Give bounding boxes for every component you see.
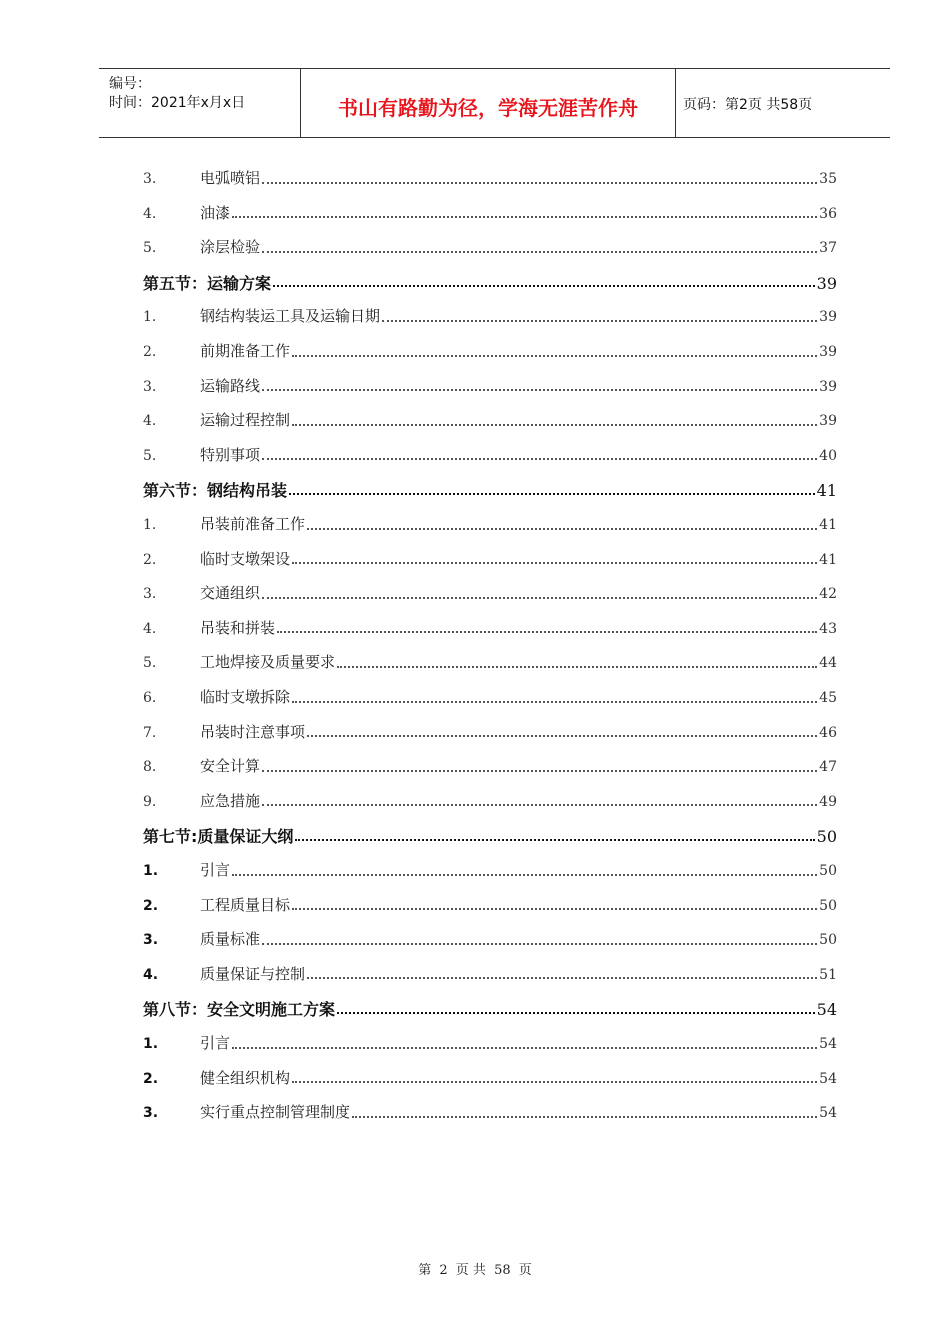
toc-item-title: 前期准备工作 [200,342,291,360]
footer-prefix: 第 [418,1263,432,1278]
toc-item-title: 涂层检验 [200,238,261,257]
toc-item-row[interactable] [143,963,837,987]
toc-item-row[interactable] [143,1101,837,1125]
toc-page-number: 36 [819,205,837,222]
toc-item-number: 2. [143,344,157,360]
header-page-cell [675,69,890,137]
toc-section-row[interactable] [143,478,837,502]
toc-dot-leader [292,423,817,426]
header-motto: 书山有路勤为径，学海无涯苦作舟 [338,96,638,120]
toc-page-number: 50 [819,863,837,879]
toc-page-number: 41 [819,517,837,533]
toc-page-number: 39 [819,413,837,430]
toc-item-number: 2. [143,551,157,568]
toc-item-number: 1. [143,863,159,879]
toc-page-number: 41 [819,551,837,568]
toc-item-title: 工程质量目标 [200,895,291,914]
toc-item-row[interactable] [143,513,837,537]
toc-item-number: 4. [143,966,159,983]
toc-item-row[interactable] [143,928,837,952]
toc-item-number: 8. [143,759,157,776]
footer-current-page: 2 [439,1263,448,1278]
toc-dot-leader [262,457,817,460]
toc-section-title: 第七节:质量保证大纲 [143,827,294,847]
toc-item-number: 5. [143,240,157,257]
footer-total-pages: 58 [494,1263,511,1278]
toc-dot-leader [307,527,817,530]
header-motto-cell [300,69,676,137]
toc-dot-leader [232,873,817,876]
toc-dot-leader [295,838,814,841]
toc-item-title: 临时支墩架设 [200,549,291,568]
toc-item-number: 1. [143,1036,159,1052]
toc-item-row[interactable] [143,617,837,641]
toc-item-title: 运输路线 [200,376,261,395]
page-footer [0,1259,950,1278]
toc-item-row[interactable] [143,202,837,226]
toc-dot-leader [292,700,817,703]
toc-item-number: 3. [143,586,157,603]
toc-item-number: 4. [143,413,157,430]
toc-item-number: 1. [143,517,157,533]
toc-dot-leader [262,596,817,599]
toc-item-row[interactable] [143,894,837,918]
toc-page-number: 54 [819,1036,837,1052]
toc-dot-leader [337,665,817,668]
toc-item-title: 安全计算 [200,757,261,776]
toc-item-number: 4. [143,205,157,222]
page-header [99,68,890,138]
toc-item-number: 3. [143,171,157,187]
toc-page-number: 39 [819,378,837,395]
toc-item-title: 吊装和拼装 [200,618,276,637]
toc-item-number: 7. [143,724,157,741]
toc-dot-leader [307,734,817,737]
toc-page-number: 45 [819,690,837,706]
toc-page-number: 50 [816,827,837,847]
toc-section-title: 第六节：钢结构吊装 [143,481,288,501]
toc-section-row[interactable] [143,997,837,1021]
toc-dot-leader [292,561,817,564]
toc-item-number: 3. [143,1105,159,1122]
toc-item-row[interactable] [143,651,837,675]
toc-page-number: 42 [819,586,837,603]
toc-item-number: 9. [143,793,157,810]
toc-dot-leader [292,907,817,910]
toc-item-row[interactable] [143,1067,837,1091]
toc-page-number: 49 [819,793,837,810]
toc-dot-leader [262,769,817,772]
toc-item-title: 特别事项 [200,445,261,464]
toc-item-title: 钢结构装运工具及运输日期 [200,307,381,326]
toc-dot-leader [337,1011,815,1014]
toc-page-number: 47 [819,759,837,776]
toc-page-number: 50 [819,897,837,914]
header-meta-cell [99,69,300,137]
toc-item-number: 1. [143,309,157,326]
toc-dot-leader [382,319,817,322]
toc-item-title: 吊装前准备工作 [200,515,306,533]
toc-page-number: 43 [819,620,837,637]
toc-page-number: 46 [819,724,837,741]
toc-page-number: 39 [819,309,837,326]
toc-page-number: 39 [816,273,837,293]
toc-page-number: 54 [819,1070,837,1087]
toc-item-number: 3. [143,378,157,395]
toc-item-title: 实行重点控制管理制度 [200,1103,351,1122]
toc-page-number: 54 [819,1105,837,1122]
toc-dot-leader [277,630,817,633]
header-page-info: 页码：第2页 共58页 [683,97,813,113]
toc-item-row[interactable] [143,548,837,572]
toc-item-row[interactable] [143,1032,837,1056]
toc-item-title: 健全组织机构 [200,1068,291,1087]
toc-item-title: 交通组织 [200,584,261,603]
toc-dot-leader [262,388,817,391]
toc-section-title: 第八节：安全文明施工方案 [143,1000,336,1020]
toc-item-row[interactable] [143,375,837,399]
toc-item-row[interactable] [143,859,837,883]
toc-item-title: 吊装时注意事项 [200,722,306,741]
toc-page-number: 54 [816,1000,837,1020]
toc-item-number: 3. [143,932,159,949]
toc-dot-leader [289,492,815,495]
toc-item-title: 引言 [200,1034,231,1052]
toc-item-row[interactable] [143,755,837,779]
toc-item-number: 5. [143,655,157,672]
toc-item-number: 2. [143,897,159,914]
toc-item-number: 5. [143,447,157,464]
toc-item-title: 临时支墩拆除 [200,688,291,706]
footer-middle: 页 共 [455,1263,486,1278]
toc-item-number: 6. [143,690,157,706]
toc-item-title: 电弧喷铝 [200,169,261,187]
toc-item-row[interactable] [143,167,837,191]
toc-page-number: 41 [816,481,837,501]
toc-item-title: 质量保证与控制 [200,964,306,983]
toc-dot-leader [262,942,817,945]
toc-item-number: 4. [143,620,157,637]
toc-dot-leader [307,976,817,979]
toc-dot-leader [292,354,817,357]
toc-dot-leader [232,1046,817,1049]
toc-item-row[interactable] [143,340,837,364]
toc-dot-leader [232,215,817,218]
toc-item-number: 2. [143,1070,159,1087]
toc-page-number: 35 [819,171,837,187]
toc-dot-leader [262,250,817,253]
toc-item-row[interactable] [143,686,837,710]
toc-item-title: 引言 [200,861,231,879]
toc-section-row[interactable] [143,824,837,848]
toc-page-number: 39 [819,344,837,360]
toc-dot-leader [352,1115,817,1118]
toc-page-number: 51 [819,966,837,983]
toc-page-number: 37 [819,240,837,257]
toc-dot-leader [273,284,815,287]
toc-item-title: 油漆 [200,203,231,222]
toc-page-number: 50 [819,932,837,949]
toc-item-title: 应急措施 [200,791,261,810]
toc-item-title: 运输过程控制 [200,411,291,430]
doc-date: 时间：2021年x月x日 [109,95,246,111]
toc-item-row[interactable] [143,236,837,260]
toc-section-title: 第五节：运输方案 [143,273,272,293]
doc-number-label: 编号： [109,76,151,92]
toc-item-row[interactable] [143,409,837,433]
toc-item-row[interactable] [143,790,837,814]
toc-item-row[interactable] [143,721,837,745]
toc-item-row[interactable] [143,305,837,329]
toc-page-number: 40 [819,447,837,464]
toc-dot-leader [262,181,817,184]
toc-item-row[interactable] [143,582,837,606]
toc-item-title: 质量标准 [200,930,261,949]
toc-item-title: 工地焊接及质量要求 [200,653,336,672]
toc-dot-leader [262,803,817,806]
footer-suffix: 页 [518,1263,532,1278]
toc-section-row[interactable] [143,271,837,295]
toc-page-number: 44 [819,655,837,672]
toc-item-row[interactable] [143,444,837,468]
toc-dot-leader [292,1080,817,1083]
